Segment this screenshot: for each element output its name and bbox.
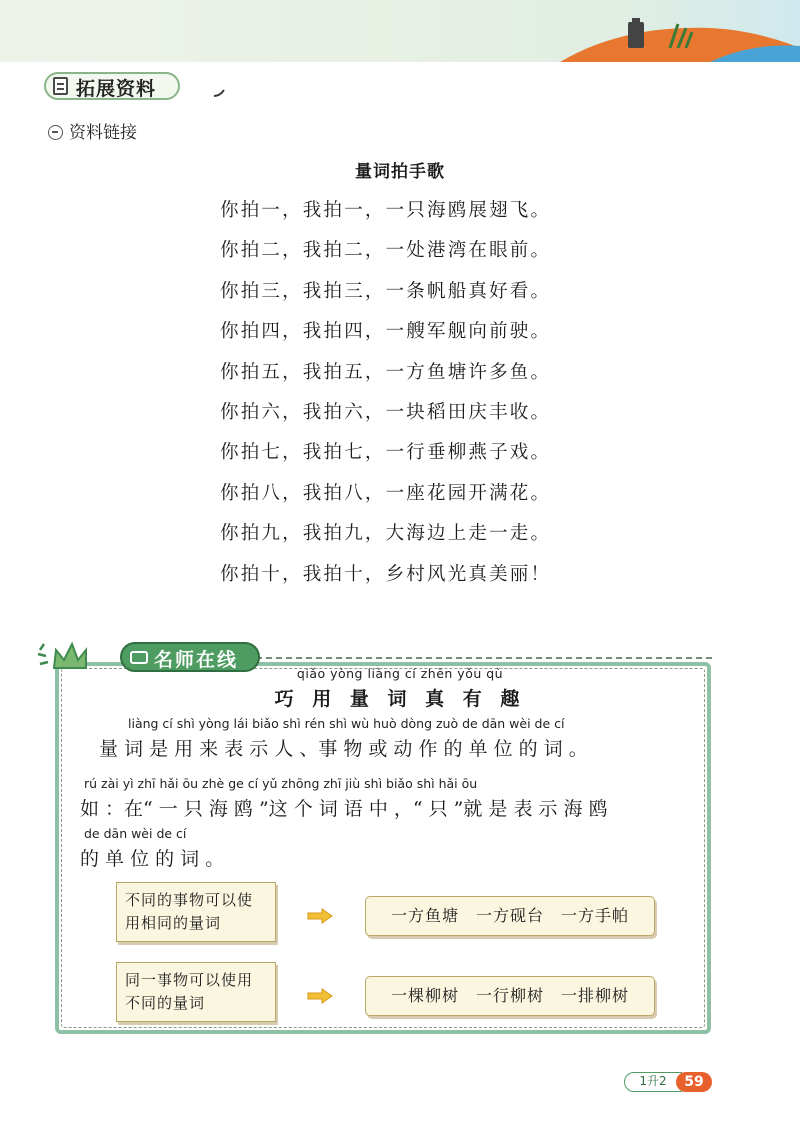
poem-line: 你拍四，我拍四，一艘军舰向前驶。 (220, 321, 552, 343)
teacher-label: 名师在线 (154, 649, 239, 671)
example-box: 一方鱼塘 一方砚台 一方手帕 (365, 896, 655, 936)
tail-mark-icon (212, 88, 226, 98)
poem-line: 你拍八，我拍八，一座花园开满花。 (220, 482, 552, 504)
poem-line: 你拍二，我拍二，一处港湾在眼前。 (220, 240, 552, 262)
section-tag (44, 72, 194, 102)
poem-line: 你拍五，我拍五，一方鱼塘许多鱼。 (220, 361, 552, 383)
poem-line: 你拍九，我拍九，大海边上走一走。 (220, 523, 552, 545)
box-title-pinyin: qiǎo yòng liàng cí zhēn yǒu qù (296, 666, 504, 681)
document-icon (53, 77, 68, 95)
poem-line: 你拍六，我拍六，一块稻田庆丰收。 (220, 401, 552, 423)
chat-icon (130, 651, 148, 664)
text-line: 如 ：在“ 一 只 海 鸥 ”这 个 词 语 中 ，“ 只 ”就 是 表 示 海 鸥 (80, 798, 608, 820)
top-banner (0, 0, 800, 62)
text-line: 量 词 是 用 来 表 示 人 、事 物 或 动 作 的 单 位 的 词 。 (80, 738, 588, 760)
sub-section-text: 资料链接 (69, 123, 137, 143)
pinyin-line: liàng cí shì yòng lái biǎo shì rén shì wù huò dòng zuò de dān wèi de cí (128, 716, 565, 731)
link-circle-icon (48, 125, 63, 140)
rule-note: 同一事物可以使用不同的量词 (116, 962, 276, 1022)
poem-line: 你拍十，我拍十，乡村风光真美丽！ (220, 563, 552, 585)
box-title: 巧 用 量 词 真 有 趣 (274, 688, 526, 710)
page-number-badge: 59 (676, 1072, 712, 1092)
poem-line: 你拍一，我拍一，一只海鸥展翅飞。 (220, 200, 552, 221)
landscape-decoration (560, 18, 800, 62)
pinyin-line: rú zài yì zhī hǎi ōu zhè ge cí yǔ zhōng zhī jiù shì biǎo shì hǎi ōu (84, 776, 478, 791)
arrow-right-icon (307, 908, 333, 924)
divider (236, 657, 712, 659)
poem-title: 量词拍手歌 (355, 162, 445, 182)
page-number (624, 1072, 716, 1092)
rule-note: 不同的事物可以使用相同的量词 (116, 882, 276, 942)
poem-line: 你拍三，我拍三，一条帆船真好看。 (220, 280, 552, 302)
poem-line: 你拍七，我拍七，一行垂柳燕子戏。 (220, 442, 552, 464)
grade-label: 1升2 (624, 1072, 682, 1092)
arrow-right-icon (307, 988, 333, 1004)
poem (220, 196, 580, 600)
section-label: 拓展资料 (76, 78, 157, 100)
sub-section-label (48, 118, 137, 143)
example-box: 一棵柳树 一行柳树 一排柳树 (365, 976, 655, 1016)
pinyin-line: de dān wèi de cí (84, 826, 187, 841)
text-line: 的 单 位 的 词 。 (80, 848, 225, 870)
